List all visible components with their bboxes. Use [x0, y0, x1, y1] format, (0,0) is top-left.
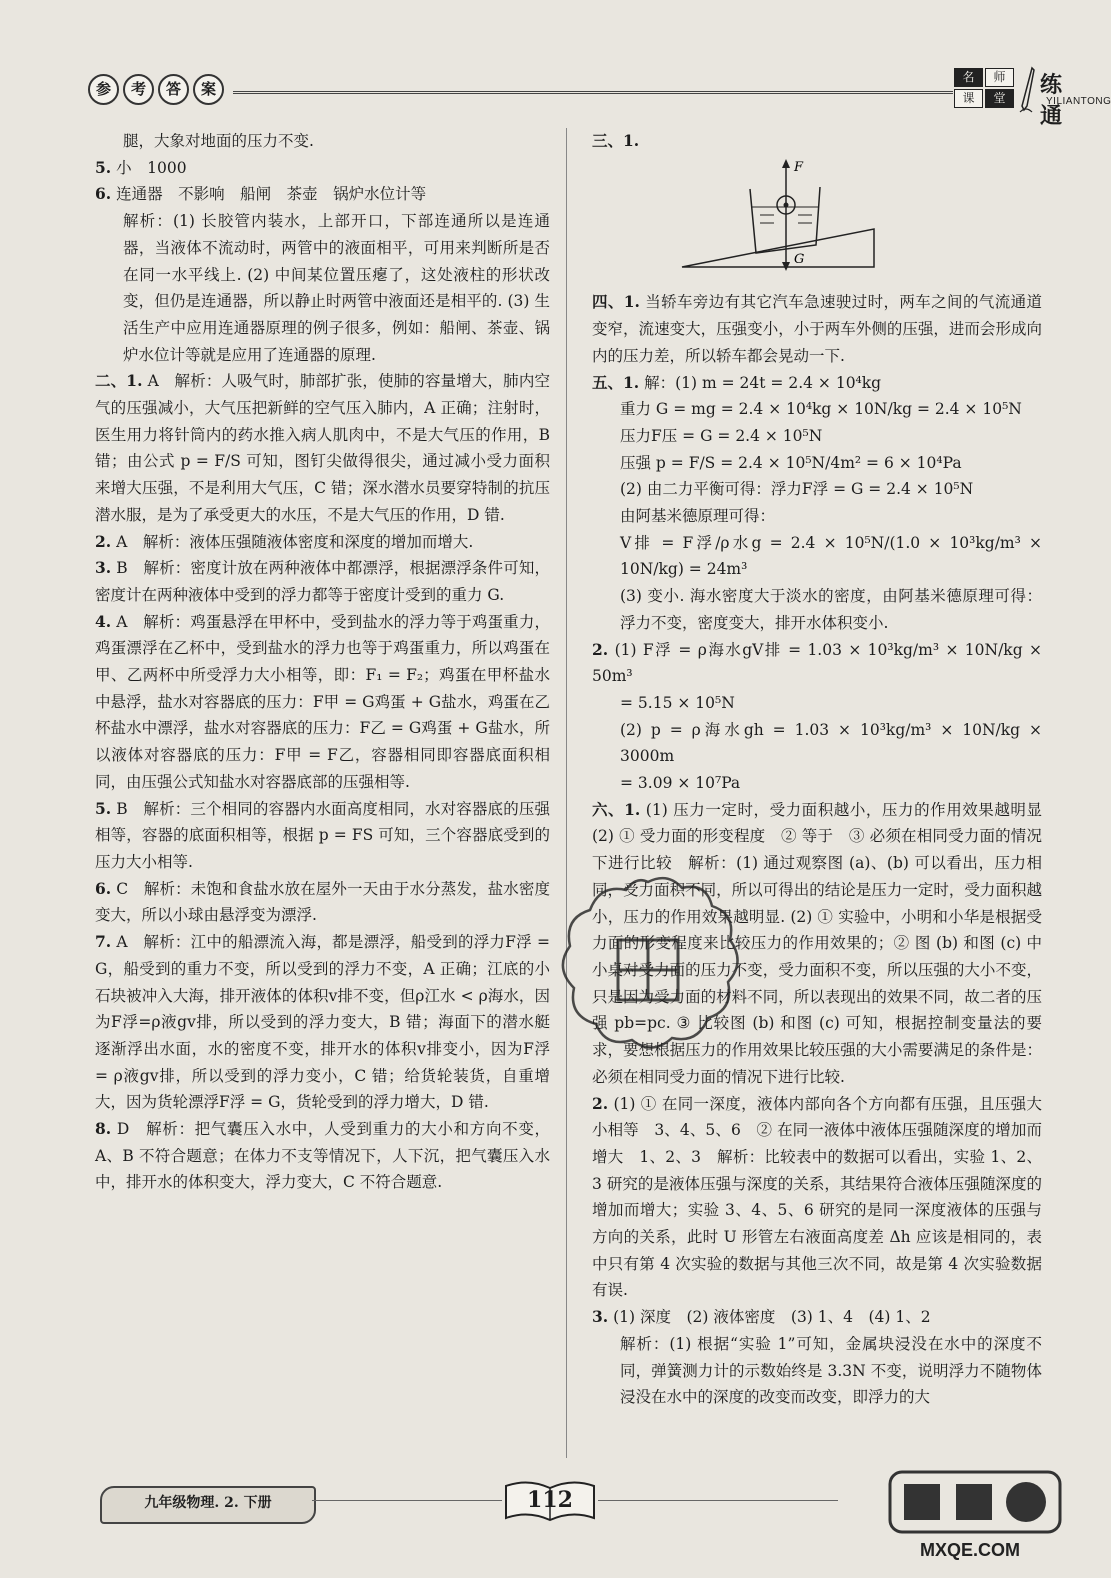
logo-char: 名: [954, 68, 983, 87]
title-char: 案: [193, 74, 224, 105]
answer-item: [592, 637, 1042, 690]
answer-item: [95, 929, 550, 1116]
answer-text: 解：(1) m = 24t = 2.4 × 10⁴kg: [644, 373, 882, 392]
answer-item: [95, 181, 550, 208]
answer-text: = 3.09 × 10⁷Pa: [620, 774, 741, 793]
answer-text: A 解析：液体压强随液体密度和深度的增加而增大.: [116, 532, 474, 551]
item-number: 3.: [95, 558, 112, 578]
logo-char: 课: [954, 89, 983, 108]
answer-text: A 解析：人吸气时，肺部扩张，使肺的容量增大，肺内空气的压强减小，大气压把新鲜的空气压入肺内，A 正确；注射时，医生用力将针筒内的药水推入病人肌肉中，不是大气压的作用，B 错；由公式 p = F/S 可知，图钉尖做得很尖，通过减小受力面积来增大压强，不是利用大气压，C 错；深水潜水员要穿特制的抗压潜水服，是为了承受更大的水压，不是大气压的作用，D 错.: [95, 372, 550, 524]
answer-item: [592, 476, 1042, 503]
item-number: 2.: [592, 639, 609, 659]
item-number: 三、1.: [592, 131, 640, 150]
answer-text: 当轿车旁边有其它汽车急速驶过时，两车之间的气流通道变窄，流速变大，压强变小，小于两车外侧的压强，进而会形成向内的压力差，所以轿车都会晃动一下.: [592, 293, 1042, 365]
force-label-g: G: [794, 251, 805, 267]
item-number: 二、1.: [95, 371, 143, 391]
page-number: 112: [527, 1487, 573, 1513]
brand-name: 练通: [1040, 72, 1065, 129]
answer-item: [95, 796, 550, 876]
answer-item: [95, 208, 550, 368]
left-column: [95, 128, 550, 1196]
item-number: 7.: [95, 932, 112, 952]
answer-item: [592, 1091, 1042, 1305]
column-divider: [566, 128, 567, 1458]
title-char: 考: [123, 74, 154, 105]
item-number: 2.: [592, 1093, 609, 1113]
logo-char: 师: [985, 68, 1014, 87]
answer-text: 连通器 不影响 船闸 茶壶 锅炉水位计等: [116, 185, 427, 204]
answer-item: [95, 529, 550, 556]
item-number: 5.: [95, 157, 112, 177]
answer-item: [95, 876, 550, 929]
answer-text: 小 1000: [116, 158, 187, 177]
answer-text: 腿，大象对地面的压力不变.: [123, 132, 314, 150]
force-diagram: [652, 159, 912, 275]
answer-text: C 解析：未饱和食盐水放在屋外一天由于水分蒸发，盐水密度变大，所以小球由悬浮变为漂浮.: [95, 879, 550, 925]
answer-item: [592, 503, 1042, 530]
answer-item: [95, 368, 550, 528]
answer-text: 解析：(1) 根据“实验 1”可知，金属块浸没在水中的深度不同，弹簧测力计的示数始终是 3.3N 不变，说明浮力不随物体浸没在水中的深度的改变而改变，即浮力的大: [620, 1334, 1042, 1407]
item-number: 3.: [592, 1307, 609, 1327]
item-number: 6.: [95, 878, 112, 898]
item-number: 4.: [95, 611, 112, 631]
logo-char: 堂: [985, 89, 1014, 108]
answer-item: [592, 530, 1042, 583]
answer-item: [592, 1304, 1042, 1331]
answer-item: [592, 1331, 1042, 1411]
answer-text: 解析：(1) 长胶管内装水，上部开口，下部连通所以是连通器，当液体不流动时，两管中的液面相平，可用来判断所是否在同一水平线上. (2) 中间某位置压瘪了，这处液柱的形状改变，但仍是连通器，所以静止时两管中液面还是相平的. (3) 生活生产中应用连通器原理的例子很多，例如：船闸、茶壶、锅炉水位计等就是应用了连通器的原理.: [123, 212, 550, 364]
title-char: 参: [88, 74, 119, 105]
answer-item: [592, 423, 1042, 450]
answer-text: (3) 变小. 海水密度大于淡水的密度，由阿基米德原理可得：浮力不变，密度变大，排开水体积变小.: [620, 587, 1042, 632]
answer-item: [95, 1116, 550, 1196]
answer-item: [592, 370, 1042, 397]
answer-key-title: [88, 74, 224, 105]
answer-text: 压强 p = F/S = 2.4 × 10⁵N/4m² = 6 × 10⁴Pa: [620, 453, 962, 472]
answer-text: 由阿基米德原理可得：: [620, 507, 776, 526]
answer-item: [592, 396, 1042, 423]
item-number: 六、1.: [592, 799, 641, 819]
brand-name-en: YILIANTONG: [1046, 96, 1111, 107]
answer-item: [95, 609, 550, 796]
pen-icon: [1018, 66, 1036, 116]
answer-item: [592, 128, 1042, 155]
book-label: 九年级物理. 2. 下册: [100, 1486, 316, 1524]
answer-text: (2) p = ρ海水gh = 1.03 × 10³kg/m³ × 10N/kg × 3000m: [620, 720, 1042, 766]
item-number: 2.: [95, 531, 112, 551]
force-label-f: F: [794, 159, 804, 175]
answer-text: 重力 G = mg = 2.4 × 10⁴kg × 10N/kg = 2.4 × 10⁵N: [620, 400, 1022, 419]
series-logo: [954, 68, 1014, 108]
answer-text: B 解析：三个相同的容器内水面高度相同，水对容器底的压强相等，容器的底面积相等，根据 p = FS 可知，三个容器底受到的压力大小相等.: [95, 799, 550, 871]
answer-text: A 解析：江中的船漂流入海，都是漂浮，船受到的浮力F浮 = G，船受到的重力不变，所以受到的浮力不变，A 正确；江底的小石块被冲入大海，排开液体的体积v排不变，但ρ江水 < ρ海水，因为F浮=ρ液gv排，所以受到的浮力变大，B 错；海面下的潜水艇逐渐浮出水面，水的密度不变，排开水的体积v排变小，因为F浮 = ρ液gv排，所以受到的浮力变小，C 错；给货轮装货，自重增大，因为货轮漂浮F浮 = G，货轮受到的浮力增大，D 错.: [95, 933, 550, 1112]
header-rule: [233, 91, 953, 94]
answer-item: [95, 155, 550, 182]
answer-text: A 解析：鸡蛋悬浮在甲杯中，受到盐水的浮力等于鸡蛋重力，鸡蛋漂浮在乙杯中，受到盐水的浮力也等于鸡蛋重力，所以鸡蛋在甲、乙两杯中所受浮力大小相等，即：F₁ = F₂；鸡蛋在甲杯盐水中悬浮，盐水对容器底的压力：F甲 = G鸡蛋 + G盐水，鸡蛋在乙杯盐水中漂浮，盐水对容器底的压力：F乙 = G鸡蛋 + G盐水，所以液体对容器底的压力：F甲 = F乙，容器相同即容器底面积相同，由压强公式知盐水对容器底部的压强相等.: [95, 612, 550, 791]
item-number: 8.: [95, 1119, 112, 1139]
answer-text: V排 = F浮/ρ水g = 2.4 × 10⁵N/(1.0 × 10³kg/m³ × 10N/kg) = 24m³: [620, 533, 1042, 579]
right-column: [592, 128, 1058, 1411]
answer-text: = 5.15 × 10⁵N: [620, 693, 735, 712]
answer-text: 压力F压 = G = 2.4 × 10⁵N: [620, 426, 823, 445]
item-number: 四、1.: [592, 292, 640, 312]
answer-text: (1) 深度 (2) 液体密度 (3) 1、4 (4) 1、2: [613, 1308, 931, 1327]
footer-rule: [312, 1500, 502, 1501]
item-number: 6.: [95, 184, 112, 204]
watermark-url: MXQE.COM: [920, 1540, 1021, 1560]
answer-item: [592, 717, 1042, 770]
answer-text: (2) 由二力平衡可得：浮力F浮 = G = 2.4 × 10⁵N: [620, 480, 974, 499]
item-number: 五、1.: [592, 372, 640, 392]
answer-item: [592, 450, 1042, 477]
page-header: [88, 68, 1111, 129]
footer-rule: [598, 1500, 838, 1501]
seal-stamp-icon: [548, 870, 748, 1060]
answer-text: B 解析：密度计放在两种液体中都漂浮，根据漂浮条件可知，密度计在两种液体中受到的浮力都等于密度计受到的重力 G.: [95, 559, 550, 604]
title-char: 答: [158, 74, 189, 105]
answer-text: (1) F浮 = ρ海水gV排 = 1.03 × 10³kg/m³ × 10N/kg × 50m³: [592, 640, 1042, 686]
answer-item: [592, 690, 1042, 717]
answer-text: (1) ① 在同一深度，液体内部向各个方向都有压强，且压强大小相等 3、4、5、6 ② 在同一液体中液体压强随深度的增加而增大 1、2、3 解析：比较表中的数据可以看出，实验 1、2、3 研究的是液体压强与深度的关系，其结果符合液体压强随深度的增加而增大；实验 3、4、5、6 研究的是同一深度液体的压强与方向的关系，此时 U 形管左右液面高度差 Δh 应该是相同的，表中只有第 4 次实验的数据与其他三次不同，故是第 4 次实验数据有误.: [592, 1094, 1042, 1300]
answer-item: [95, 555, 550, 608]
right-column-items: [592, 289, 1058, 1411]
item-number: 5.: [95, 798, 112, 818]
answer-item: [592, 770, 1042, 797]
answer-item: [592, 583, 1042, 636]
answer-item: [95, 128, 550, 155]
answer-text: (1) 压力一定时，受力面积越小，压力的作用效果越明显 (2) ① 受力面的形变程度 ② 等于 ③ 必须在相同受力面的情况下进行比较 解析：(1) 通过观察图 (a)、(b) 可以看出，压力相同，受力面积不同，所以可得出的结论是压力一定时，受力面积越小，压力的作用效果越明显. (2) ① 实验中，小明和小华是根据受力面的形变程度来比较压力的作用效果的；② 图 (b) 和图 (c) 中小桌对受力面的压力不变，受力面积不变，所以压强的大小不变，只是因为受力面的材料不同，所以表现出的效果不同，故二者的压强 pb=pc. ③ 比较图 (b) 和图 (c) 可知，根据控制变量法的要求，要想根据压力的作用效果比较压强的大小需要满足的条件是：必须在相同受力面的情况下进行比较.: [592, 800, 1058, 1086]
answer-item: [592, 289, 1042, 369]
answer-text: D 解析：把气囊压入水中，人受到重力的大小和方向不变，A、B 不符合题意；在体力不支等情况下，人下沉，把气囊压入水中，排开水的体积变大，浮力变大，C 不符合题意.: [95, 1120, 550, 1192]
